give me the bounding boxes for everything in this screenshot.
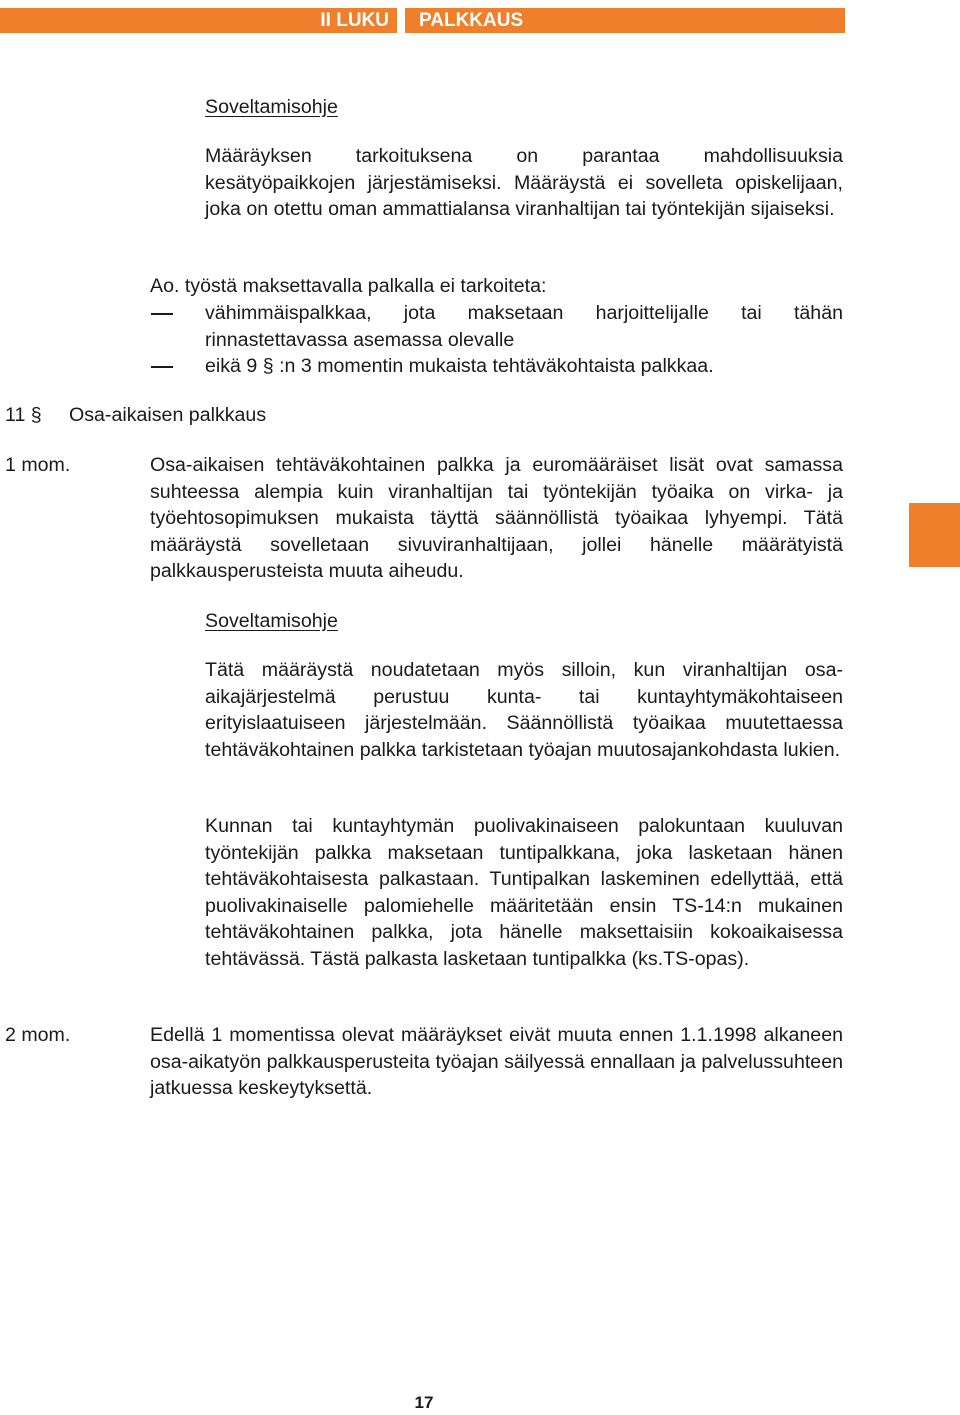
- page-number: 17: [414, 1393, 434, 1412]
- guidance-paragraph: Tätä määräystä noudatetaan myös silloin, kun viranhaltijan osa-aikajärjestelmä perustuu kunta- tai kuntayhtymäkohtaiseen erityislaatuiseen järjestelmään. Säännöllistä työaikaa muutettaessa tehtäväkohtainen palkka tarkistetaan työajan muutosajankohdasta lukien.: [205, 659, 843, 761]
- dash-bullet: [151, 366, 173, 368]
- guidance-heading: Soveltamisohje: [205, 96, 338, 118]
- section-number: 11 §: [5, 404, 42, 426]
- section-title: Osa-aikaisen palkkaus: [69, 404, 267, 426]
- moment-text: Osa-aikaisen tehtäväkohtainen palkka ja euromääräiset lisät ovat samassa suhteessa alempia kuin viranhaltijan tai työntekijän työaika on virka- ja työehtosopimuksen mukaista täyttä säännöllistä työaikaa lyhyempi. Tätä määräystä sovelletaan sivuviranhaltijaan, jollei hänelle määrätyistä palkkausperusteista muuta aiheudu.: [150, 454, 843, 583]
- chapter-label: II LUKU: [320, 10, 389, 31]
- moment-label: 2 mom.: [5, 1024, 71, 1046]
- chapter-header: [0, 8, 397, 33]
- moment-label: 1 mom.: [5, 454, 71, 476]
- chapter-side-tab: [909, 503, 960, 567]
- section-header: [405, 8, 845, 33]
- guidance-paragraph: Määräyksen tarkoituksena on parantaa mahdollisuuksia kesätyöpaikkojen järjestämiseksi. Määräystä ei sovelleta opiskelijaan, joka on otettu oman ammattialansa viranhaltijan tai työntekijän sijaiseksi.: [205, 145, 843, 221]
- moment-text: Edellä 1 momentissa olevat määräykset eivät muuta ennen 1.1.1998 alkaneen osa-aikatyön palkkausperusteita työajan säilyessä ennallaan ja palvelussuhteen jatkuessa keskeytyksettä.: [150, 1024, 843, 1100]
- section-label: PALKKAUS: [419, 10, 524, 31]
- list-item: vähimmäispalkkaa, jota maksetaan harjoittelijalle tai tähän rinnastettavassa asemassa olevalle: [205, 302, 843, 351]
- ao-intro: Ao. työstä maksettavalla palkalla ei tarkoiteta:: [150, 275, 547, 297]
- list-item: eikä 9 § :n 3 momentin mukaista tehtäväkohtaista palkkaa.: [205, 355, 714, 377]
- guidance-paragraph: Kunnan tai kuntayhtymän puolivakinaiseen palokuntaan kuuluvan työntekijän palkka maksetaan tuntipalkkana, joka lasketaan hänen tehtäväkohtaisesta palkastaan. Tuntipalkan laskeminen edellyttää, että puolivakinaiselle palomiehelle määritetään ensin TS-14:n mukainen tehtäväkohtainen palkka, jota hänelle maksettaisiin kokoaikaisessa tehtävässä. Tästä palkasta lasketaan tuntipalkka (ks.TS-opas).: [205, 815, 843, 970]
- dash-bullet: [151, 313, 173, 315]
- guidance-heading: Soveltamisohje: [205, 610, 338, 632]
